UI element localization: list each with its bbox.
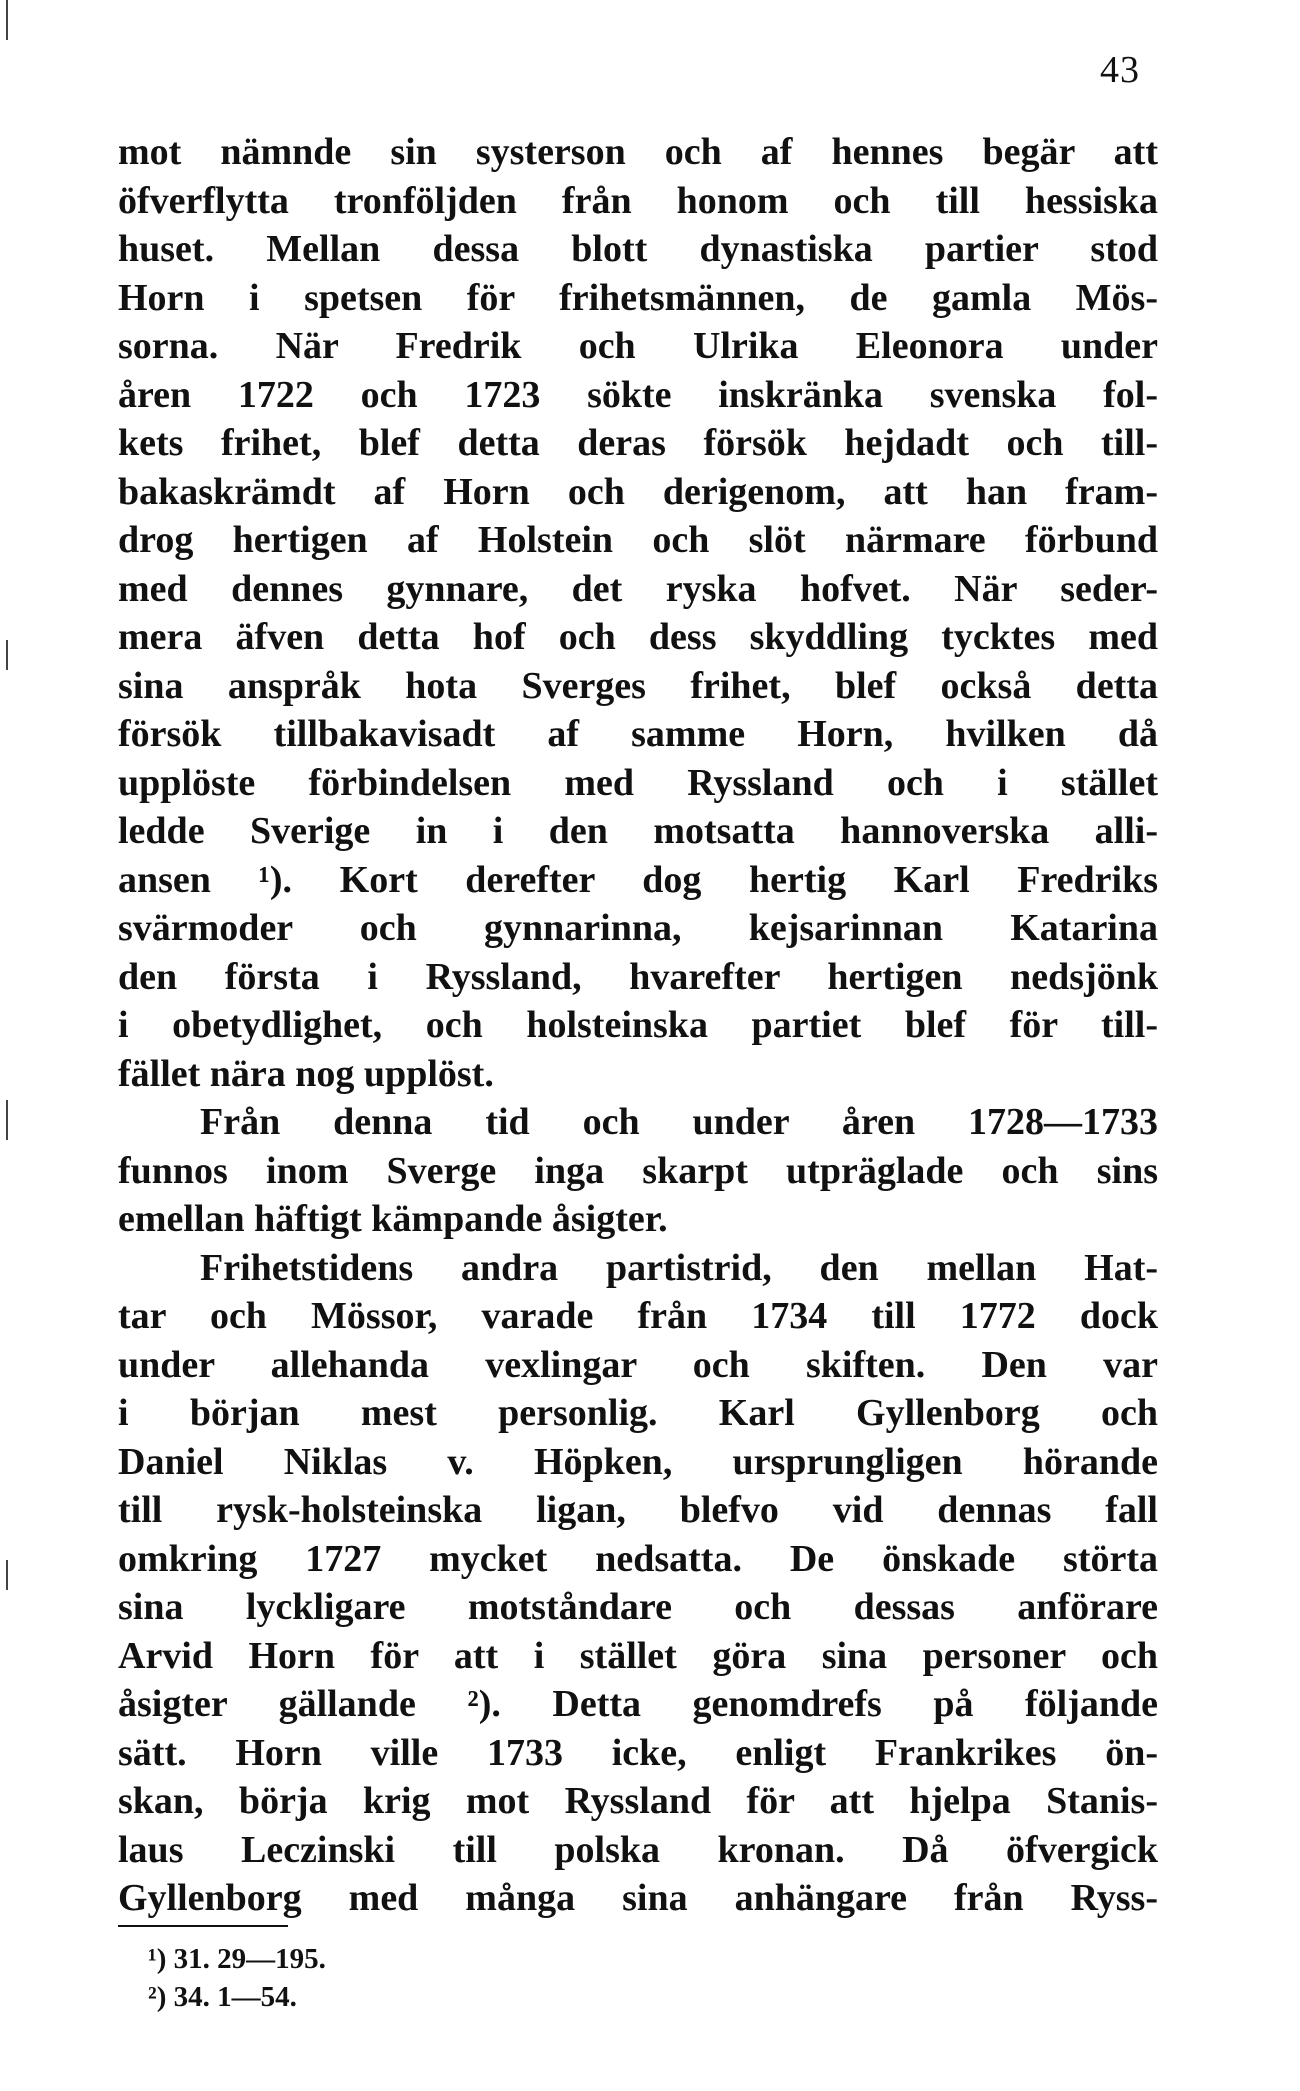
text-line: drog hertigen af Holstein och slöt närmare förbund — [118, 519, 1158, 561]
scan-margin-marks — [0, 0, 20, 2091]
text-line: sina anspråk hota Sverges frihet, blef också detta — [118, 664, 1158, 707]
text-line: laus Leczinski till polska kronan. Då öfvergick — [118, 1828, 1158, 1871]
text-line: mot nämnde sin systerson och af hennes begär att — [118, 131, 1158, 173]
text-line: Gyllenborg med många sina anhängare från Ryss- — [118, 1877, 1158, 1919]
text-line: svärmoder och gynnarinna, kejsarinnan Katarina — [118, 907, 1158, 949]
text-line: mera äfven detta hof och dess skyddling tycktes med — [118, 616, 1158, 658]
text-line: i början mest personlig. Karl Gyllenborg och — [118, 1392, 1158, 1434]
text-line: öfverflytta tronföljden från honom och till hessiska — [118, 179, 1158, 222]
text-line: i obetydlighet, och holsteinska partiet blef för till- — [118, 1004, 1158, 1046]
text-line: under allehanda vexlingar och skiften. Den var — [118, 1343, 1158, 1386]
text-line: med dennes gynnare, det ryska hofvet. När seder- — [118, 567, 1158, 610]
text-line: skan, börja krig mot Ryssland för att hjelpa Stanis- — [118, 1780, 1158, 1822]
footnote-1: ¹) 31. 29—195. — [148, 1943, 326, 1975]
text-line-paragraph-end: fället nära nog upplöst. — [118, 1052, 494, 1095]
text-line: sorna. När Fredrik och Ulrika Eleonora under — [118, 325, 1158, 367]
text-line: Arvid Horn för att i stället göra sina personer och — [118, 1634, 1158, 1677]
text-line: till rysk-holsteinska ligan, blefvo vid dennas fall — [118, 1489, 1158, 1531]
text-line: den första i Ryssland, hvarefter hertigen nedsjönk — [118, 955, 1158, 998]
footnote-divider — [118, 1925, 288, 1927]
scan-mark — [6, 1560, 8, 1590]
text-line: ledde Sverige in i den motsatta hannoverska alli- — [118, 810, 1158, 852]
footnote-2: ²) 34. 1—54. — [148, 1981, 297, 2013]
scan-mark — [6, 640, 8, 670]
scan-mark — [6, 0, 8, 40]
text-line-paragraph-start: Från denna tid och under åren 1728—1733 — [200, 1101, 1158, 1143]
text-line-paragraph-start: Frihetstidens andra partistrid, den mellan Hat- — [200, 1246, 1158, 1289]
text-line: Horn i spetsen för frihetsmännen, de gamla Mös- — [118, 276, 1158, 319]
footnotes — [148, 1940, 326, 2016]
text-line: åsigter gällande ²). Detta genomdrefs på följande — [118, 1683, 1158, 1725]
text-line: sätt. Horn ville 1733 icke, enligt Frankrikes ön- — [118, 1731, 1158, 1774]
text-line: försök tillbakavisadt af samme Horn, hvilken då — [118, 713, 1158, 755]
text-line-paragraph-end: emellan häftigt kämpande åsigter. — [118, 1198, 668, 1240]
page-number: 43 — [1100, 49, 1140, 91]
text-line: funnos inom Sverge inga skarpt utpräglade och sins — [118, 1149, 1158, 1192]
scan-mark — [6, 1100, 8, 1140]
text-line: omkring 1727 mycket nedsatta. De önskade störta — [118, 1537, 1158, 1580]
text-line: Daniel Niklas v. Höpken, ursprungligen hörande — [118, 1440, 1158, 1483]
text-line: sina lyckligare motståndare och dessas anförare — [118, 1586, 1158, 1628]
body-text — [118, 128, 1158, 1923]
text-line: ansen ¹). Kort derefter dog hertig Karl Fredriks — [118, 858, 1158, 901]
text-line: upplöste förbindelsen med Ryssland och i stället — [118, 761, 1158, 804]
text-line: åren 1722 och 1723 sökte inskränka svenska fol- — [118, 373, 1158, 416]
text-line: huset. Mellan dessa blott dynastiska partier stod — [118, 228, 1158, 270]
text-line: bakaskrämdt af Horn och derigenom, att han fram- — [118, 470, 1158, 513]
text-line: kets frihet, blef detta deras försök hejdadt och till- — [118, 422, 1158, 464]
text-line: tar och Mössor, varade från 1734 till 1772 dock — [118, 1295, 1158, 1337]
